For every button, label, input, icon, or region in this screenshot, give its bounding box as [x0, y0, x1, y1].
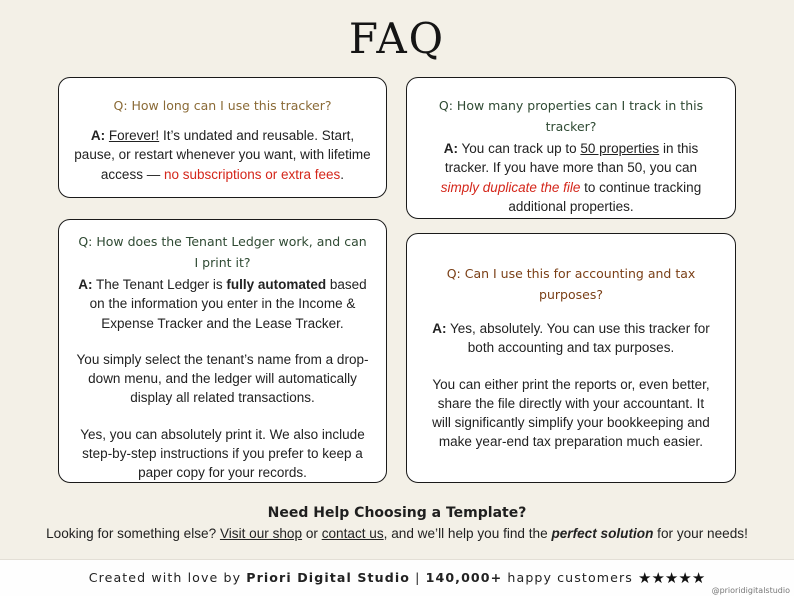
faq-question: Q: How many properties can I track in this tracker? — [438, 98, 704, 134]
answer-text: in this tracker. If you have more than 50, you can — [444, 141, 699, 176]
help-text-part: or — [302, 526, 322, 541]
studio-handle: @prioridigitalstudio — [711, 586, 790, 595]
footer-bar — [0, 559, 794, 596]
answer-text: Yes, absolutely. You can use this tracker for both accounting and tax purposes. — [446, 321, 710, 356]
answer-text: It’s undated and reusable. Start, pause, or restart whenever you want, with lifetime access — — [74, 128, 371, 182]
footer-prefix: Created with love by — [88, 570, 247, 585]
footer-line — [0, 569, 794, 587]
answer-text: You can track up to — [458, 141, 581, 156]
customers-text: happy customers — [502, 570, 639, 585]
customer-count: 140,000+ — [425, 570, 503, 585]
answer-paragraph: You simply select the tenant’s name from a drop-down menu, and the ledger will automatically display all related transactions. — [76, 351, 369, 406]
faq-answer — [73, 126, 372, 184]
answer-prefix: A: — [443, 141, 459, 156]
answer-bold: fully automated — [226, 277, 327, 292]
answer-text: The Tenant Ledger is — [92, 277, 227, 292]
studio-name: Priori Digital Studio — [246, 570, 411, 585]
help-text-part: Looking for something else? — [46, 526, 220, 541]
answer-paragraph: You can either print the reports or, even better, share the file directly with your accountant. It will significantly simplify your bookkeeping and make year-end tax preparation much easier. — [432, 376, 710, 450]
faq-question: Q: Can I use this for accounting and tax purposes? — [446, 266, 696, 302]
answer-prefix: A: — [432, 321, 447, 336]
answer-text: to continue tracking additional properties. — [508, 179, 702, 214]
faq-card-accounting — [406, 233, 736, 483]
contact-us-link[interactable]: contact us — [321, 526, 384, 541]
answer-forever-text: Forever! — [108, 128, 160, 143]
faq-question: Q: How does the Tenant Ledger work, and can I print it? — [78, 234, 367, 270]
faq-card-lifetime — [58, 77, 387, 198]
help-text-part: , and we’ll help you find the — [383, 526, 552, 541]
faq-card-properties — [406, 77, 736, 219]
help-emphasis: perfect solution — [551, 526, 654, 541]
faq-answer — [427, 319, 715, 452]
help-title: Need Help Choosing a Template? — [267, 505, 527, 521]
answer-end: . — [340, 166, 345, 182]
faq-answer — [75, 275, 370, 483]
help-text-part: for your needs! — [653, 526, 748, 541]
answer-prefix: A: — [90, 128, 106, 143]
help-text — [0, 526, 794, 541]
answer-paragraph: Yes, you can absolutely print it. We also include step-by-step instructions if you prefer to keep a paper copy for your records. — [80, 426, 365, 481]
faq-question: Q: How long can I use this tracker? — [113, 98, 332, 113]
star-rating-icon: ★★★★★ — [638, 569, 706, 587]
answer-prefix: A: — [78, 277, 93, 292]
answer-underline: 50 properties — [580, 141, 660, 156]
answer-highlight: simply duplicate the file — [440, 179, 581, 195]
faq-answer — [429, 139, 713, 216]
page-title: FAQ — [348, 14, 446, 63]
visit-shop-link[interactable]: Visit our shop — [219, 526, 303, 541]
answer-text: based on the information you enter in the Income & Expense Tracker and the Lease Tracker. — [89, 277, 367, 331]
faq-card-tenant-ledger — [58, 219, 387, 483]
answer-highlight: no subscriptions or extra fees — [163, 166, 341, 182]
footer-separator: | — [410, 570, 426, 585]
